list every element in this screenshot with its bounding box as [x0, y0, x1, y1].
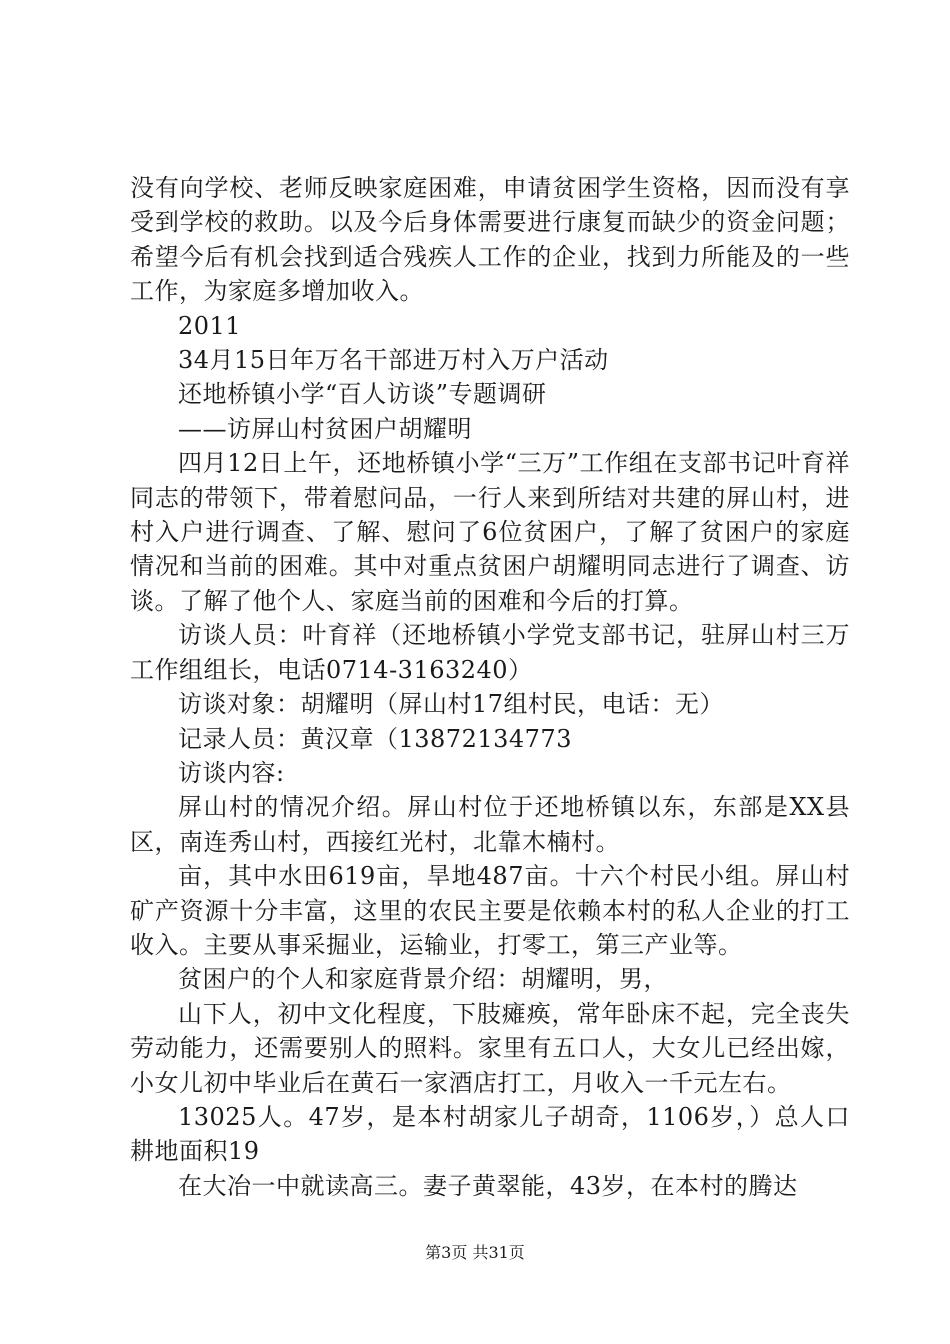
paragraph-16: 在大冶一中就读高三。妻子黄翠能，43岁，在本村的腾达 — [178, 1171, 798, 1200]
paragraph-8: 访谈对象：胡耀明（屏山村17组村民，电话：无） — [178, 690, 725, 719]
paragraph-12: 亩，其中水田619亩，旱地487亩。十六个村民小组。屏山村矿产资源十分丰富，这里的农民主要是依赖本村的私人企业的打工收入。主要从事采掘业，运输业，打零工，第三产业等。 — [130, 862, 850, 959]
paragraph-7: 访谈人员：叶育祥（还地桥镇小学党支部书记，驻屏山村三万工作组组长，电话0714-3163240） — [130, 621, 850, 684]
document-body — [130, 171, 850, 1203]
paragraph-3: 34月15日年万名干部进万村入万户活动 — [178, 346, 609, 375]
paragraph-14: 山下人，初中文化程度，下肢瘫痪，常年卧床不起，完全丧失劳动能力，还需要别人的照料。家里有五口人，大女儿已经出嫁，小女儿初中毕业后在黄石一家酒店打工，月收入一千元左右。 — [130, 999, 850, 1097]
paragraph-10: 访谈内容: — [178, 758, 285, 787]
paragraph-11: 屏山村的情况介绍。屏山村位于还地桥镇以东，东部是XX县区，南连秀山村，西接红光村，北靠木楠村。 — [130, 793, 850, 856]
paragraph-2: 2011 — [178, 311, 242, 340]
paragraph-6: 四月12日上午，还地桥镇小学“三万”工作组在支部书记叶育祥同志的带领下，带着慰问品，一行人来到所结对共建的屏山村，进村入户进行调查、了解、慰问了6位贫困户，了解了贫困户的家庭情况和当前的困难。其中对重点贫困户胡耀明同志进行了调查、访谈。了解了他个人、家庭当前的困难和今后的打算。 — [130, 449, 850, 615]
page-footer — [0, 1242, 950, 1264]
paragraph-4: 还地桥镇小学“百人访谈”专题调研 — [178, 380, 547, 409]
paragraph-13: 贫困户的个人和家庭背景介绍：胡耀明，男， — [178, 965, 668, 994]
paragraph-5: ——访屏山村贫困户胡耀明 — [178, 414, 472, 443]
paragraph-1: 没有向学校、老师反映家庭困难，申请贫困学生资格，因而没有享受到学校的救助。以及今后身体需要进行康复而缺少的资金问题；希望今后有机会找到适合残疾人工作的企业，找到力所能及的一些工作，为家庭多增加收入。 — [130, 174, 850, 306]
page-number-label: 第3页 共31页 — [425, 1243, 525, 1262]
paragraph-15: 13025人。47岁，是本村胡家儿子胡奇，1106岁，）总人口耕地面积19 — [130, 1102, 850, 1166]
paragraph-9: 记录人员：黄汉章（13872134773 — [178, 724, 572, 753]
